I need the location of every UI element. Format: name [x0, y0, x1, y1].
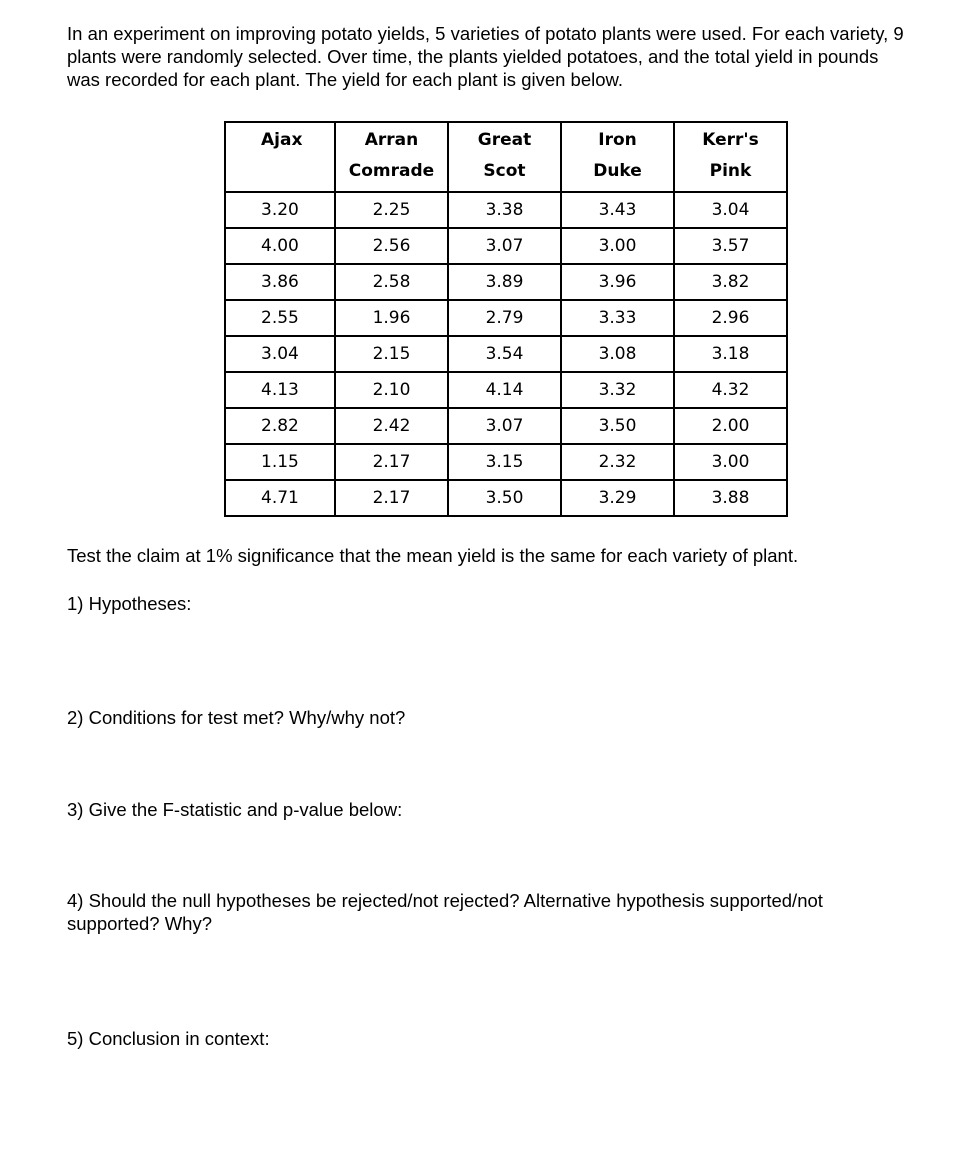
table-row — [225, 336, 787, 372]
table-row — [225, 300, 787, 336]
table-row — [225, 264, 787, 300]
header-great-scot: Great Scot — [448, 122, 561, 192]
table-cell: 2.42 — [335, 408, 448, 444]
question-reject-null: 4) Should the null hypotheses be rejected/not rejected? Alternative hypothesis supported/not supported? Why? — [67, 890, 823, 934]
table-row — [225, 444, 787, 480]
table-cell: 2.17 — [335, 480, 448, 516]
table-row — [225, 372, 787, 408]
header-kerrs-pink: Kerr's Pink — [674, 122, 787, 192]
table-cell: 3.00 — [561, 228, 674, 264]
table-cell: 1.96 — [335, 300, 448, 336]
table-row — [225, 408, 787, 444]
table-cell: 4.71 — [225, 480, 335, 516]
table-row — [225, 192, 787, 228]
table-cell: 2.32 — [561, 444, 674, 480]
table-cell: 4.13 — [225, 372, 335, 408]
table-cell: 3.15 — [448, 444, 561, 480]
table-cell: 1.15 — [225, 444, 335, 480]
table-cell: 3.82 — [674, 264, 787, 300]
table-cell: 3.07 — [448, 408, 561, 444]
table-cell: 3.29 — [561, 480, 674, 516]
table-cell: 3.86 — [225, 264, 335, 300]
claim-statement: Test the claim at 1% significance that the mean yield is the same for each variety of plant. — [67, 545, 799, 566]
yield-table — [224, 121, 788, 517]
table-cell: 3.20 — [225, 192, 335, 228]
table-cell: 3.50 — [448, 480, 561, 516]
table-cell: 2.25 — [335, 192, 448, 228]
question-conditions: 2) Conditions for test met? Why/why not? — [67, 707, 406, 728]
table-cell: 3.32 — [561, 372, 674, 408]
table-cell: 2.58 — [335, 264, 448, 300]
table-row — [225, 480, 787, 516]
table-cell: 2.15 — [335, 336, 448, 372]
table-cell: 4.32 — [674, 372, 787, 408]
question-hypotheses: 1) Hypotheses: — [67, 593, 192, 614]
table-cell: 3.18 — [674, 336, 787, 372]
question-conclusion: 5) Conclusion in context: — [67, 1028, 270, 1049]
table-cell: 2.00 — [674, 408, 787, 444]
table-cell: 3.38 — [448, 192, 561, 228]
table-cell: 3.00 — [674, 444, 787, 480]
table-cell: 3.04 — [674, 192, 787, 228]
table-cell: 2.10 — [335, 372, 448, 408]
table-cell: 2.82 — [225, 408, 335, 444]
table-cell: 4.00 — [225, 228, 335, 264]
table-cell: 3.43 — [561, 192, 674, 228]
intro-paragraph: In an experiment on improving potato yields, 5 varieties of potato plants were used. For each variety, 9 plants were randomly selected. Over time, the plants yielded potatoes, and the total yield in pounds was recorded for each plant. The yield for each plant is given below. — [67, 23, 904, 90]
table-cell: 2.79 — [448, 300, 561, 336]
table-cell: 3.07 — [448, 228, 561, 264]
table-cell: 2.96 — [674, 300, 787, 336]
table-cell: 2.55 — [225, 300, 335, 336]
table-cell: 3.57 — [674, 228, 787, 264]
header-iron-duke: Iron Duke — [561, 122, 674, 192]
table-cell: 2.17 — [335, 444, 448, 480]
table-cell: 3.33 — [561, 300, 674, 336]
table-cell: 4.14 — [448, 372, 561, 408]
table-cell: 3.08 — [561, 336, 674, 372]
table-cell: 3.50 — [561, 408, 674, 444]
table-cell: 2.56 — [335, 228, 448, 264]
question-f-statistic: 3) Give the F-statistic and p-value below: — [67, 799, 403, 820]
table-cell: 3.88 — [674, 480, 787, 516]
table-row — [225, 228, 787, 264]
table-cell: 3.89 — [448, 264, 561, 300]
header-arran-comrade: Arran Comrade — [335, 122, 448, 192]
table-header-row — [225, 122, 787, 192]
table-cell: 3.04 — [225, 336, 335, 372]
header-ajax: Ajax — [225, 122, 335, 192]
table-cell: 3.54 — [448, 336, 561, 372]
table-cell: 3.96 — [561, 264, 674, 300]
